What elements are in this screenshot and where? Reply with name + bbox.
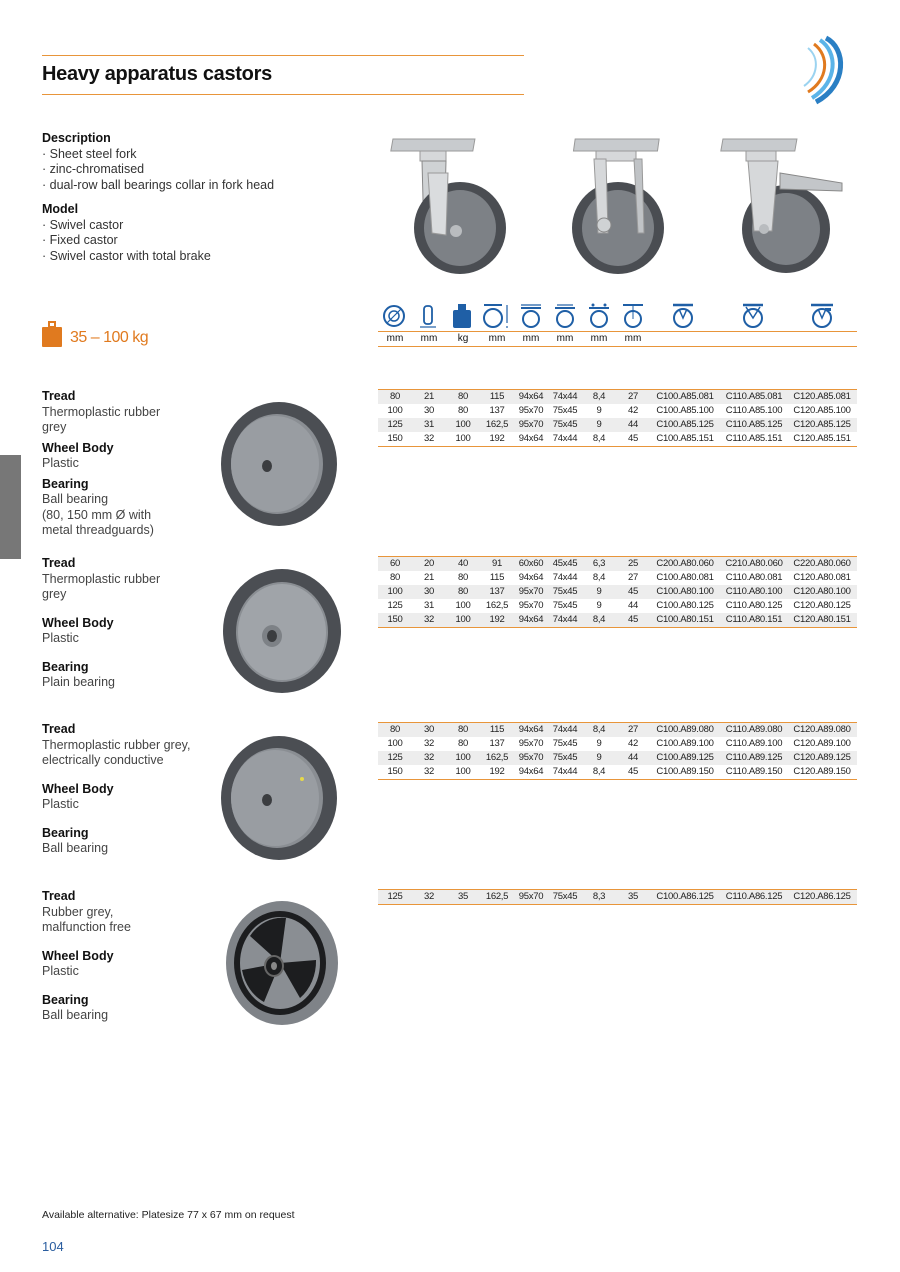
table-cell: 60 — [390, 558, 400, 569]
wheel-image-1 — [218, 400, 340, 528]
model-block — [42, 202, 211, 264]
table-cell: 9 — [596, 738, 602, 749]
spec-text: grey — [42, 587, 67, 601]
table-cell: 94x64 — [518, 572, 544, 583]
spec-text: Ball bearing — [42, 841, 109, 855]
table-cell: 80 — [458, 572, 468, 583]
description-item: · zinc-chromatised — [42, 162, 145, 176]
unit-label: mm — [488, 333, 506, 344]
spec-text: electrically conductive — [42, 753, 164, 767]
table-cell: 32 — [424, 891, 434, 902]
table-cell: 115 — [489, 724, 505, 735]
table-cell: 91 — [492, 558, 502, 569]
table-cell: 45x45 — [552, 558, 578, 569]
table-cell: 45 — [628, 433, 638, 444]
article-number-cell: C120.A80.100 — [793, 586, 851, 597]
table-cell: 8,4 — [592, 572, 606, 583]
table-cell: 20 — [424, 558, 434, 569]
table-cell: 95x70 — [518, 891, 544, 902]
article-number-cell: C100.A80.100 — [656, 586, 714, 597]
load-capacity-icon — [447, 302, 477, 330]
table-cell: 115 — [489, 391, 505, 402]
spec-heading: Tread — [42, 889, 76, 903]
article-number-cell: C110.A89.150 — [725, 766, 783, 777]
article-number-cell: C110.A86.125 — [725, 891, 783, 902]
table-cell: 21 — [424, 572, 434, 583]
unit-label: mm — [556, 333, 574, 344]
table-cell: 150 — [387, 433, 403, 444]
unit-label: mm — [522, 333, 540, 344]
table-cell: 45 — [628, 766, 638, 777]
spec-text: Thermoplastic rubber — [42, 404, 161, 419]
table-cell: 40 — [458, 558, 468, 569]
unit-label: kg — [457, 333, 469, 344]
table-cell: 95x70 — [518, 738, 544, 749]
table-bottom-rule — [378, 446, 857, 447]
spec-heading: Wheel Body — [42, 440, 114, 455]
article-number-cell: C110.A85.081 — [725, 391, 783, 402]
table-cell: 32 — [424, 766, 434, 777]
article-number-cell: C110.A89.080 — [725, 724, 783, 735]
table-cell: 42 — [628, 738, 638, 749]
table-cell: 31 — [424, 600, 434, 611]
article-number-cell: C120.A86.125 — [793, 891, 851, 902]
spec-text: Plain bearing — [42, 675, 115, 689]
table-cell: 8,4 — [592, 766, 606, 777]
table-cell: 100 — [455, 614, 471, 625]
spec-block-3 — [42, 722, 190, 857]
article-number-cell: C100.A80.081 — [656, 572, 714, 583]
table-cell: 74x44 — [552, 766, 578, 777]
table-cell: 95x70 — [518, 600, 544, 611]
table-row — [378, 723, 857, 737]
article-number-cell: C120.A85.081 — [793, 391, 851, 402]
plate-size-icon — [516, 302, 546, 330]
article-number-cell: C100.A80.151 — [656, 614, 714, 625]
article-number-cell: C110.A80.081 — [725, 572, 783, 583]
spec-text: Ball bearing — [42, 1008, 109, 1022]
table-cell: 192 — [489, 433, 505, 444]
table-cell: 100 — [455, 433, 471, 444]
brand-logo — [786, 30, 858, 110]
title-top-rule — [42, 55, 524, 56]
table-cell: 42 — [628, 405, 638, 416]
table-cell: 100 — [387, 405, 403, 416]
table-cell: 74x44 — [552, 614, 578, 625]
table-cell: 150 — [387, 766, 403, 777]
table-cell: 192 — [489, 766, 505, 777]
spec-table-2 — [378, 556, 857, 628]
page-title: Heavy apparatus castors — [42, 63, 272, 85]
description-heading: Description — [42, 131, 111, 145]
table-cell: 31 — [424, 419, 434, 430]
table-row — [378, 613, 857, 627]
description-item: · Sheet steel fork — [42, 146, 137, 161]
article-number-cell: C100.A89.150 — [656, 766, 714, 777]
table-cell: 125 — [387, 419, 403, 430]
table-cell: 35 — [628, 891, 638, 902]
table-cell: 27 — [628, 724, 638, 735]
bolt-hole-spacing-icon — [550, 302, 580, 330]
spec-text: Plastic — [42, 631, 79, 645]
article-number-cell: C120.A89.125 — [793, 752, 851, 763]
table-cell: 75x45 — [552, 405, 578, 416]
unit-label: mm — [590, 333, 608, 344]
spec-text: Thermoplastic rubber — [42, 571, 161, 586]
article-number-cell: C110.A85.125 — [725, 419, 783, 430]
table-cell: 45 — [628, 614, 638, 625]
article-number-cell: C220.A80.060 — [793, 558, 851, 569]
article-number-cell: C100.A85.081 — [656, 391, 714, 402]
spec-text: Thermoplastic rubber grey, — [42, 737, 191, 752]
article-number-cell: C110.A80.151 — [725, 614, 783, 625]
article-number-cell: C100.A86.125 — [656, 891, 714, 902]
spec-table-3 — [378, 722, 857, 780]
table-cell: 115 — [489, 572, 505, 583]
table-cell: 75x45 — [552, 891, 578, 902]
table-row — [378, 404, 857, 418]
wheel-image-3 — [218, 734, 340, 862]
table-cell: 137 — [489, 586, 505, 597]
table-bottom-rule — [378, 904, 857, 905]
table-cell: 162,5 — [485, 419, 509, 430]
table-cell: 94x64 — [518, 391, 544, 402]
table-cell: 100 — [455, 766, 471, 777]
table-cell: 80 — [458, 724, 468, 735]
table-cell: 94x64 — [518, 724, 544, 735]
table-cell: 95x70 — [518, 419, 544, 430]
table-cell: 95x70 — [518, 752, 544, 763]
fixed-castor-icon — [738, 302, 768, 330]
spec-heading: Tread — [42, 389, 76, 403]
table-cell: 9 — [596, 586, 602, 597]
table-row — [378, 432, 857, 446]
table-cell: 32 — [424, 614, 434, 625]
article-number-cell: C120.A85.151 — [793, 433, 851, 444]
spec-heading: Wheel Body — [42, 781, 114, 796]
table-cell: 25 — [628, 558, 638, 569]
article-number-cell: C110.A80.100 — [725, 586, 783, 597]
model-item: · Swivel castor with total brake — [42, 248, 211, 263]
unit-label: mm — [386, 333, 404, 344]
spec-heading: Wheel Body — [42, 948, 114, 963]
table-cell: 125 — [387, 752, 403, 763]
table-cell: 8,4 — [592, 614, 606, 625]
table-cell: 8,4 — [592, 391, 606, 402]
table-cell: 45 — [628, 586, 638, 597]
spec-block-4 — [42, 889, 131, 1024]
article-number-cell: C100.A89.080 — [656, 724, 714, 735]
table-row — [378, 890, 857, 904]
description-item: · dual-row ball bearings collar in fork head — [42, 177, 275, 192]
table-cell: 80 — [458, 405, 468, 416]
unit-label: mm — [420, 333, 438, 344]
table-cell: 75x45 — [552, 738, 578, 749]
table-cell: 162,5 — [485, 752, 509, 763]
table-cell: 100 — [455, 752, 471, 763]
table-cell: 74x44 — [552, 433, 578, 444]
article-number-cell: C110.A85.100 — [725, 405, 783, 416]
model-item: · Swivel castor — [42, 217, 124, 232]
unit-label: mm — [624, 333, 642, 344]
table-cell: 44 — [628, 752, 638, 763]
spec-block-2 — [42, 556, 160, 691]
wheel-image-2 — [220, 566, 344, 696]
article-number-cell: C100.A85.151 — [656, 433, 714, 444]
weight-range-label: 35 – 100 kg — [70, 329, 149, 346]
article-number-cell: C100.A89.125 — [656, 752, 714, 763]
spec-table-4 — [378, 889, 857, 905]
wheel-image-4 — [224, 898, 340, 1028]
swivel-castor-photo — [390, 133, 510, 278]
article-number-cell: C120.A89.080 — [793, 724, 851, 735]
table-cell: 30 — [424, 586, 434, 597]
offset-icon — [618, 302, 648, 330]
table-cell: 44 — [628, 419, 638, 430]
spec-heading: Bearing — [42, 825, 89, 840]
table-cell: 95x70 — [518, 586, 544, 597]
table-cell: 75x45 — [552, 600, 578, 611]
table-cell: 100 — [387, 738, 403, 749]
table-cell: 162,5 — [485, 600, 509, 611]
table-cell: 100 — [455, 419, 471, 430]
table-cell: 9 — [596, 752, 602, 763]
table-cell: 21 — [424, 391, 434, 402]
spec-table-1 — [378, 389, 857, 447]
spec-heading: Bearing — [42, 476, 89, 491]
article-number-cell: C120.A80.151 — [793, 614, 851, 625]
spec-heading: Bearing — [42, 659, 89, 674]
swivel-brake-castor-photo — [720, 133, 848, 278]
table-row — [378, 418, 857, 432]
table-cell: 30 — [424, 724, 434, 735]
table-cell: 95x70 — [518, 405, 544, 416]
table-row — [378, 737, 857, 751]
spec-heading: Bearing — [42, 992, 89, 1007]
article-number-cell: C120.A85.100 — [793, 405, 851, 416]
spec-text: Rubber grey, — [42, 904, 114, 919]
table-cell: 74x44 — [552, 572, 578, 583]
table-cell: 80 — [390, 391, 400, 402]
table-cell: 9 — [596, 419, 602, 430]
table-row — [378, 599, 857, 613]
article-number-cell: C100.A85.125 — [656, 419, 714, 430]
table-cell: 75x45 — [552, 586, 578, 597]
article-number-cell: C110.A89.100 — [725, 738, 783, 749]
table-cell: 150 — [387, 614, 403, 625]
wheel-width-icon — [413, 302, 443, 330]
article-number-cell: C120.A89.100 — [793, 738, 851, 749]
table-cell: 137 — [489, 738, 505, 749]
table-cell: 30 — [424, 405, 434, 416]
swivel-castor-icon — [668, 302, 698, 330]
fixed-castor-photo — [568, 133, 678, 278]
bolt-hole-diameter-icon — [584, 302, 614, 330]
article-number-cell: C110.A89.125 — [725, 752, 783, 763]
section-side-tab — [0, 455, 21, 559]
spec-text: metal threadguards) — [42, 523, 154, 537]
model-item: · Fixed castor — [42, 233, 118, 247]
footnote: Available alternative: Platesize 77 x 67 mm on request — [42, 1209, 295, 1221]
table-cell: 9 — [596, 405, 602, 416]
table-cell: 35 — [458, 891, 468, 902]
unit-row — [378, 332, 857, 347]
table-row — [378, 765, 857, 779]
swivel-brake-castor-icon — [807, 302, 837, 330]
article-number-cell: C120.A85.125 — [793, 419, 851, 430]
spec-heading: Tread — [42, 722, 76, 736]
table-row — [378, 557, 857, 571]
table-cell: 80 — [458, 391, 468, 402]
table-cell: 8,3 — [592, 891, 606, 902]
article-number-cell: C100.A89.100 — [656, 738, 714, 749]
table-row — [378, 751, 857, 765]
table-cell: 27 — [628, 391, 638, 402]
article-number-cell: C100.A80.125 — [656, 600, 714, 611]
table-cell: 74x44 — [552, 724, 578, 735]
table-cell: 6,3 — [592, 558, 606, 569]
table-cell: 32 — [424, 433, 434, 444]
table-cell: 192 — [489, 614, 505, 625]
spec-heading: Wheel Body — [42, 615, 114, 630]
article-number-cell: C120.A89.150 — [793, 766, 851, 777]
table-cell: 137 — [489, 405, 505, 416]
table-cell: 100 — [387, 586, 403, 597]
table-cell: 80 — [458, 738, 468, 749]
spec-heading: Tread — [42, 556, 76, 570]
article-number-cell: C120.A80.081 — [793, 572, 851, 583]
spec-text: (80, 150 mm Ø with — [42, 507, 152, 522]
table-row — [378, 390, 857, 404]
spec-text: malfunction free — [42, 920, 131, 934]
table-cell: 80 — [390, 572, 400, 583]
table-cell: 32 — [424, 738, 434, 749]
table-cell: 9 — [596, 600, 602, 611]
article-number-cell: C200.A80.060 — [656, 558, 714, 569]
article-number-cell: C110.A80.125 — [725, 600, 783, 611]
wheel-diameter-icon — [379, 302, 409, 330]
table-cell: 27 — [628, 572, 638, 583]
table-cell: 74x44 — [552, 391, 578, 402]
table-row — [378, 571, 857, 585]
spec-text: Plastic — [42, 797, 79, 811]
spec-text: Plastic — [42, 964, 79, 978]
table-cell: 32 — [424, 752, 434, 763]
table-cell: 94x64 — [518, 614, 544, 625]
table-cell: 80 — [390, 724, 400, 735]
model-heading: Model — [42, 202, 79, 216]
table-icon-header — [0, 302, 900, 330]
table-cell: 8,4 — [592, 724, 606, 735]
table-cell: 8,4 — [592, 433, 606, 444]
article-number-cell: C120.A80.125 — [793, 600, 851, 611]
table-cell: 94x64 — [518, 766, 544, 777]
table-cell: 80 — [458, 586, 468, 597]
table-cell: 125 — [387, 891, 403, 902]
article-number-cell: C100.A85.100 — [656, 405, 714, 416]
overall-height-icon — [481, 302, 511, 330]
table-cell: 60x60 — [518, 558, 544, 569]
table-cell: 125 — [387, 600, 403, 611]
spec-text: Plastic — [42, 456, 79, 470]
spec-text: grey — [42, 420, 67, 434]
table-cell: 100 — [455, 600, 471, 611]
table-bottom-rule — [378, 779, 857, 780]
page-number: 104 — [42, 1239, 64, 1254]
table-cell: 44 — [628, 600, 638, 611]
table-cell: 162,5 — [485, 891, 509, 902]
article-number-cell: C210.A80.060 — [725, 558, 783, 569]
title-bottom-rule — [42, 94, 524, 95]
table-bottom-rule — [378, 627, 857, 628]
description-block — [42, 131, 274, 193]
spec-block-1 — [42, 389, 160, 539]
spec-text: Ball bearing — [42, 492, 109, 506]
table-cell: 94x64 — [518, 433, 544, 444]
table-row — [378, 585, 857, 599]
table-cell: 75x45 — [552, 752, 578, 763]
table-cell: 75x45 — [552, 419, 578, 430]
article-number-cell: C110.A85.151 — [725, 433, 783, 444]
